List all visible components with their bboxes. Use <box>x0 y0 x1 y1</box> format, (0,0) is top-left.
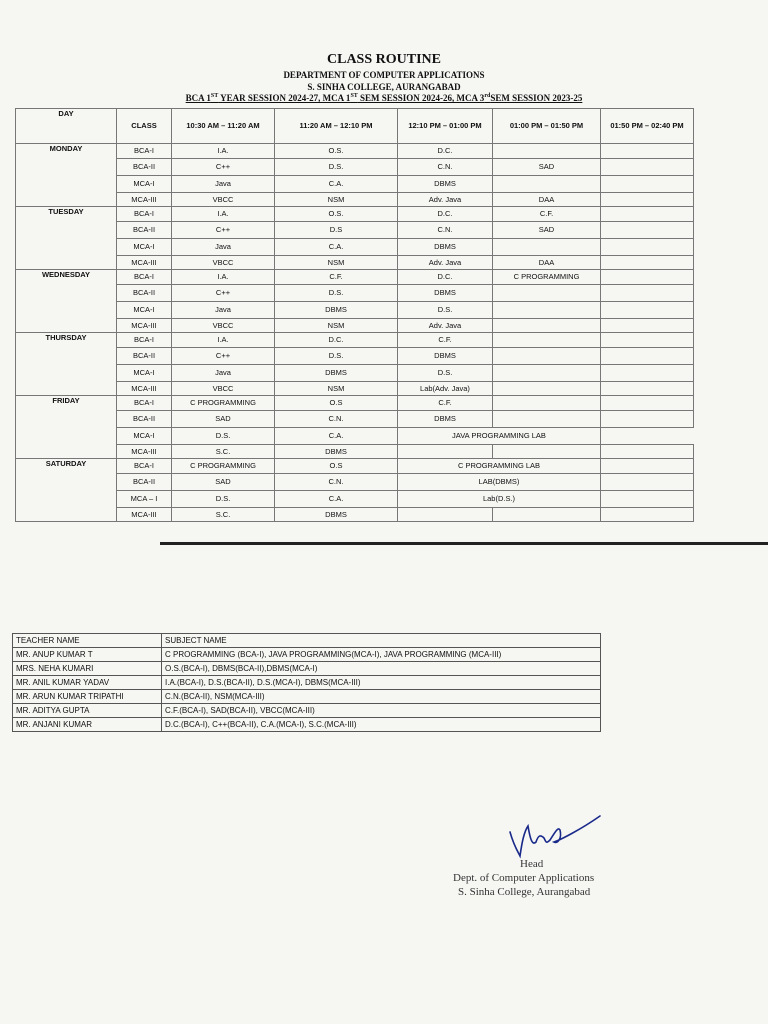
subject-cell <box>493 348 601 365</box>
routine-header-row <box>16 109 694 144</box>
subject-cell: C PROGRAMMING <box>493 270 601 285</box>
class-cell: MCA-I <box>117 365 172 382</box>
subject-cell: I.A. <box>172 333 275 348</box>
subject-cell: C.N. <box>275 474 398 491</box>
subject-cell: D.S. <box>275 348 398 365</box>
subject-cell <box>601 207 694 222</box>
subject-cell: Lab(Adv. Java) <box>398 382 493 396</box>
subject-cell: NSM <box>275 382 398 396</box>
subject-cell: C.A. <box>275 239 398 256</box>
class-cell: MCA-III <box>117 382 172 396</box>
subject-cell: C.F. <box>275 270 398 285</box>
subject-cell <box>493 411 601 428</box>
subject-cell: VBCC <box>172 193 275 207</box>
class-header: CLASS <box>117 109 172 144</box>
day-name: FRIDAY <box>16 396 117 459</box>
subject-cell <box>601 144 694 159</box>
subject-cell: D.C. <box>398 207 493 222</box>
routine-row <box>16 319 694 333</box>
routine-row <box>16 491 694 508</box>
subject-cell: DBMS <box>398 411 493 428</box>
routine-row <box>16 428 694 445</box>
subject-name-header: SUBJECT NAME <box>162 634 601 648</box>
teacher-row <box>13 648 601 662</box>
department-name: DEPARTMENT OF COMPUTER APPLICATIONS <box>283 70 485 80</box>
subject-cell: D.S. <box>275 285 398 302</box>
subject-cell: Java <box>172 365 275 382</box>
subject-cell <box>601 222 694 239</box>
subject-cell <box>601 348 694 365</box>
teacher-header-row <box>13 634 601 648</box>
subject-cell <box>493 445 601 459</box>
subject-cell <box>493 144 601 159</box>
subject-cell: D.C. <box>398 144 493 159</box>
subject-cell <box>601 270 694 285</box>
subject-cell: D.C. <box>275 333 398 348</box>
routine-row <box>16 348 694 365</box>
teacher-subjects: C PROGRAMMING (BCA-I), JAVA PROGRAMMING(MCA-I), JAVA PROGRAMMING (MCA-III) <box>162 648 601 662</box>
signatory-dept: Dept. of Computer Applications <box>453 872 595 884</box>
class-cell: BCA-I <box>117 333 172 348</box>
subject-cell <box>493 302 601 319</box>
slot-header: 10:30 AM – 11:20 AM <box>172 109 275 144</box>
teacher-subjects: D.C.(BCA-I), C++(BCA-II), C.A.(MCA-I), S.C.(MCA-III) <box>162 718 601 732</box>
subject-cell <box>601 445 694 459</box>
routine-row <box>16 333 694 348</box>
class-cell: BCA-II <box>117 159 172 176</box>
subject-cell: NSM <box>275 319 398 333</box>
routine-row <box>16 176 694 193</box>
subject-cell <box>493 319 601 333</box>
subject-cell: C.N. <box>275 411 398 428</box>
subject-cell: D.S <box>275 222 398 239</box>
routine-row <box>16 239 694 256</box>
subject-cell: S.C. <box>172 508 275 522</box>
subject-cell <box>398 445 493 459</box>
subject-cell: C.N. <box>398 159 493 176</box>
routine-row <box>16 459 694 474</box>
subject-cell: JAVA PROGRAMMING LAB <box>398 428 601 445</box>
subject-cell: Adv. Java <box>398 319 493 333</box>
subject-cell: C.A. <box>275 428 398 445</box>
class-cell: MCA-I <box>117 302 172 319</box>
routine-row <box>16 508 694 522</box>
class-cell: MCA-I <box>117 428 172 445</box>
subject-cell: SAD <box>493 222 601 239</box>
routine-row <box>16 207 694 222</box>
class-cell: BCA-I <box>117 396 172 411</box>
slot-header: 01:50 PM – 02:40 PM <box>601 109 694 144</box>
subject-cell <box>493 333 601 348</box>
subject-cell: DAA <box>493 193 601 207</box>
routine-row <box>16 396 694 411</box>
subject-cell <box>601 159 694 176</box>
signature <box>500 812 610 862</box>
subject-cell <box>398 508 493 522</box>
subject-cell <box>601 193 694 207</box>
routine-table <box>15 108 694 522</box>
class-cell: MCA-I <box>117 239 172 256</box>
subject-cell: Java <box>172 239 275 256</box>
class-cell: MCA – I <box>117 491 172 508</box>
subject-cell: Java <box>172 302 275 319</box>
subject-cell <box>601 491 694 508</box>
class-cell: MCA-III <box>117 319 172 333</box>
day-name: SATURDAY <box>16 459 117 522</box>
subject-cell: VBCC <box>172 319 275 333</box>
subject-cell: C++ <box>172 159 275 176</box>
subject-cell <box>601 474 694 491</box>
class-cell: MCA-III <box>117 445 172 459</box>
day-name: TUESDAY <box>16 207 117 270</box>
subject-cell: S.C. <box>172 445 275 459</box>
teacher-name: MR. ANUP KUMAR T <box>13 648 162 662</box>
day-name: MONDAY <box>16 144 117 207</box>
slot-header: 12:10 PM – 01:00 PM <box>398 109 493 144</box>
routine-row <box>16 365 694 382</box>
subject-cell: SAD <box>172 474 275 491</box>
routine-row <box>16 159 694 176</box>
class-cell: BCA-I <box>117 270 172 285</box>
routine-row <box>16 382 694 396</box>
class-cell: BCA-I <box>117 144 172 159</box>
subject-cell <box>601 382 694 396</box>
routine-row <box>16 193 694 207</box>
routine-row <box>16 445 694 459</box>
day-name: THURSDAY <box>16 333 117 396</box>
subject-cell: O.S <box>275 396 398 411</box>
subject-cell: I.A. <box>172 207 275 222</box>
subject-cell: DBMS <box>275 365 398 382</box>
subject-cell: DBMS <box>398 348 493 365</box>
teacher-name: MR. ANIL KUMAR YADAV <box>13 676 162 690</box>
routine-row <box>16 144 694 159</box>
page-title: CLASS ROUTINE <box>327 52 441 67</box>
slot-header: 01:00 PM – 01:50 PM <box>493 109 601 144</box>
subject-cell: C.F. <box>398 396 493 411</box>
subject-cell <box>601 319 694 333</box>
subject-cell: DBMS <box>398 239 493 256</box>
teacher-row <box>13 690 601 704</box>
subject-cell <box>601 333 694 348</box>
subject-cell: D.S. <box>172 428 275 445</box>
class-cell: MCA-III <box>117 193 172 207</box>
routine-row <box>16 285 694 302</box>
teacher-row <box>13 718 601 732</box>
class-cell: BCA-II <box>117 285 172 302</box>
class-cell: MCA-III <box>117 256 172 270</box>
subject-cell <box>601 256 694 270</box>
subject-cell <box>493 382 601 396</box>
subject-cell: C.N. <box>398 222 493 239</box>
subject-cell: NSM <box>275 193 398 207</box>
subject-cell <box>601 411 694 428</box>
teacher-subjects: C.N.(BCA-II), NSM(MCA-III) <box>162 690 601 704</box>
subject-cell: LAB(DBMS) <box>398 474 601 491</box>
teacher-row <box>13 704 601 718</box>
teacher-subjects: O.S.(BCA-I), DBMS(BCA-II),DBMS(MCA-I) <box>162 662 601 676</box>
subject-cell <box>493 285 601 302</box>
signatory-role: Head <box>520 858 544 870</box>
subject-cell: O.S. <box>275 144 398 159</box>
teacher-row <box>13 676 601 690</box>
session-line: BCA 1ST YEAR SESSION 2024-27, MCA 1ST SEM SESSION 2024-26, MCA 3rdSEM SESSION 2023-25 <box>185 93 583 103</box>
subject-cell: I.A. <box>172 270 275 285</box>
subject-cell <box>601 285 694 302</box>
signatory-college: S. Sinha College, Aurangabad <box>458 886 591 898</box>
subject-cell: C++ <box>172 348 275 365</box>
subject-cell: C PROGRAMMING <box>172 459 275 474</box>
slot-header: 11:20 AM – 12:10 PM <box>275 109 398 144</box>
teacher-name-header: TEACHER NAME <box>13 634 162 648</box>
teacher-name: MR. ADITYA GUPTA <box>13 704 162 718</box>
teacher-name: MR. ANJANI KUMAR <box>13 718 162 732</box>
class-cell: BCA-I <box>117 459 172 474</box>
subject-cell <box>493 365 601 382</box>
subject-cell: D.S. <box>398 302 493 319</box>
subject-cell: C.A. <box>275 491 398 508</box>
subject-cell <box>493 176 601 193</box>
subject-cell: C.F. <box>398 333 493 348</box>
subject-cell: C PROGRAMMING LAB <box>398 459 601 474</box>
teacher-name: MR. ARUN KUMAR TRIPATHI <box>13 690 162 704</box>
subject-cell <box>601 365 694 382</box>
teacher-subjects: C.F.(BCA-I), SAD(BCA-II), VBCC(MCA-III) <box>162 704 601 718</box>
subject-cell: NSM <box>275 256 398 270</box>
subject-cell <box>493 239 601 256</box>
subject-cell: C++ <box>172 222 275 239</box>
teacher-table <box>12 633 601 732</box>
routine-row <box>16 411 694 428</box>
subject-cell <box>493 508 601 522</box>
class-cell: BCA-I <box>117 207 172 222</box>
subject-cell: D.S. <box>398 365 493 382</box>
class-cell: MCA-III <box>117 508 172 522</box>
teacher-name: MRS. NEHA KUMARI <box>13 662 162 676</box>
class-cell: BCA-II <box>117 411 172 428</box>
subject-cell <box>601 508 694 522</box>
subject-cell <box>601 239 694 256</box>
subject-cell: C.A. <box>275 176 398 193</box>
subject-cell: DBMS <box>275 445 398 459</box>
subject-cell: SAD <box>172 411 275 428</box>
class-cell: MCA-I <box>117 176 172 193</box>
subject-cell: C PROGRAMMING <box>172 396 275 411</box>
subject-cell: Adv. Java <box>398 256 493 270</box>
subject-cell: O.S <box>275 459 398 474</box>
subject-cell: DBMS <box>275 302 398 319</box>
teacher-subjects: I.A.(BCA-I), D.S.(BCA-II), D.S.(MCA-I), DBMS(MCA-III) <box>162 676 601 690</box>
subject-cell: Lab(D.S.) <box>398 491 601 508</box>
subject-cell: C++ <box>172 285 275 302</box>
class-cell: BCA-II <box>117 348 172 365</box>
routine-row <box>16 302 694 319</box>
subject-cell: C.F. <box>493 207 601 222</box>
subject-cell <box>493 396 601 411</box>
subject-cell: SAD <box>493 159 601 176</box>
subject-cell <box>601 459 694 474</box>
subject-cell: D.S. <box>172 491 275 508</box>
routine-row <box>16 222 694 239</box>
subject-cell <box>601 176 694 193</box>
subject-cell <box>601 396 694 411</box>
day-header: DAY <box>16 109 117 144</box>
routine-row <box>16 474 694 491</box>
subject-cell: DAA <box>493 256 601 270</box>
day-name: WEDNESDAY <box>16 270 117 333</box>
subject-cell <box>601 302 694 319</box>
subject-cell: VBCC <box>172 382 275 396</box>
routine-row <box>16 256 694 270</box>
subject-cell: DBMS <box>398 176 493 193</box>
subject-cell: O.S. <box>275 207 398 222</box>
college-name: S. SINHA COLLEGE, AURANGABAD <box>307 82 461 92</box>
subject-cell: D.S. <box>275 159 398 176</box>
subject-cell: DBMS <box>275 508 398 522</box>
routine-row <box>16 270 694 285</box>
teacher-row <box>13 662 601 676</box>
class-cell: BCA-II <box>117 474 172 491</box>
subject-cell: VBCC <box>172 256 275 270</box>
subject-cell: I.A. <box>172 144 275 159</box>
subject-cell: Java <box>172 176 275 193</box>
subject-cell: D.C. <box>398 270 493 285</box>
subject-cell: DBMS <box>398 285 493 302</box>
divider-line <box>160 542 768 545</box>
class-cell: BCA-II <box>117 222 172 239</box>
subject-cell: Adv. Java <box>398 193 493 207</box>
